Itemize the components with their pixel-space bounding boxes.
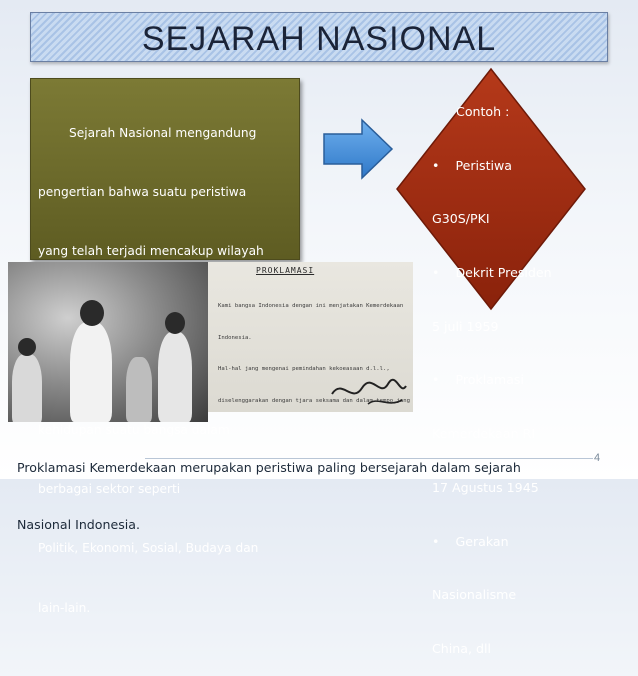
- examples-line: • Proklamasi: [432, 372, 524, 388]
- examples-line: • Dekrit Presiden: [432, 264, 552, 280]
- definition-line: berbagai sektor seperti: [38, 481, 181, 496]
- document-line: diselenggarakan dengan tjara seksama dan dalam tempo jang: [218, 397, 410, 404]
- examples-line: 17 Agustus 1945: [432, 479, 539, 495]
- signature-icon: [328, 374, 408, 410]
- examples-line: Nasionalisme: [432, 587, 517, 603]
- definition-line: Politik, Ekonomi, Sosial, Budaya dan: [38, 541, 259, 556]
- right-arrow-icon: [322, 118, 394, 180]
- page-number: 4: [594, 452, 601, 464]
- definition-line: yang telah terjadi mencakup wilayah: [38, 244, 264, 259]
- examples-line: • Gerakan: [432, 533, 509, 549]
- examples-line: 5 juli 1959: [432, 318, 499, 334]
- caption-line: Proklamasi Kemerdekaan merupakan peristiwa paling bersejarah dalam sejarah: [17, 460, 521, 475]
- document-line: Hal-hal jang mengenai pemindahan kekoeasaan d.l.l.,: [218, 366, 390, 372]
- definition-line: Sejarah Nasional mengandung: [38, 125, 257, 140]
- examples-line: • Peristiwa: [432, 157, 513, 173]
- caption-line: Nasional Indonesia.: [17, 517, 141, 532]
- document-title: PROKLAMASI: [256, 266, 315, 275]
- proclamation-document: [208, 262, 413, 412]
- proclamation-photo: [8, 262, 208, 422]
- examples-line: G30S/PKI: [432, 211, 490, 227]
- document-line: Kami bangsa Indonesia dengan ini menjatakan Kemerdekaan: [218, 303, 404, 309]
- caption: [17, 420, 597, 553]
- examples-line: Kemerdekaan RI: [432, 426, 536, 442]
- examples-line: Contoh :: [432, 103, 510, 119]
- examples-line: China, dll: [432, 641, 491, 656]
- slide-title: SEJARAH NASIONAL: [141, 20, 497, 58]
- definition-line: pengertian bahwa suatu peristiwa: [38, 184, 247, 199]
- definition-line: lain-lain.: [38, 600, 91, 615]
- title-bar: [30, 12, 608, 62]
- examples-text: [432, 67, 592, 676]
- document-line: Indonesia.: [218, 334, 252, 341]
- definition-line: kehidupan suatu bangsa dalam: [38, 422, 230, 437]
- footer-divider: [145, 458, 593, 459]
